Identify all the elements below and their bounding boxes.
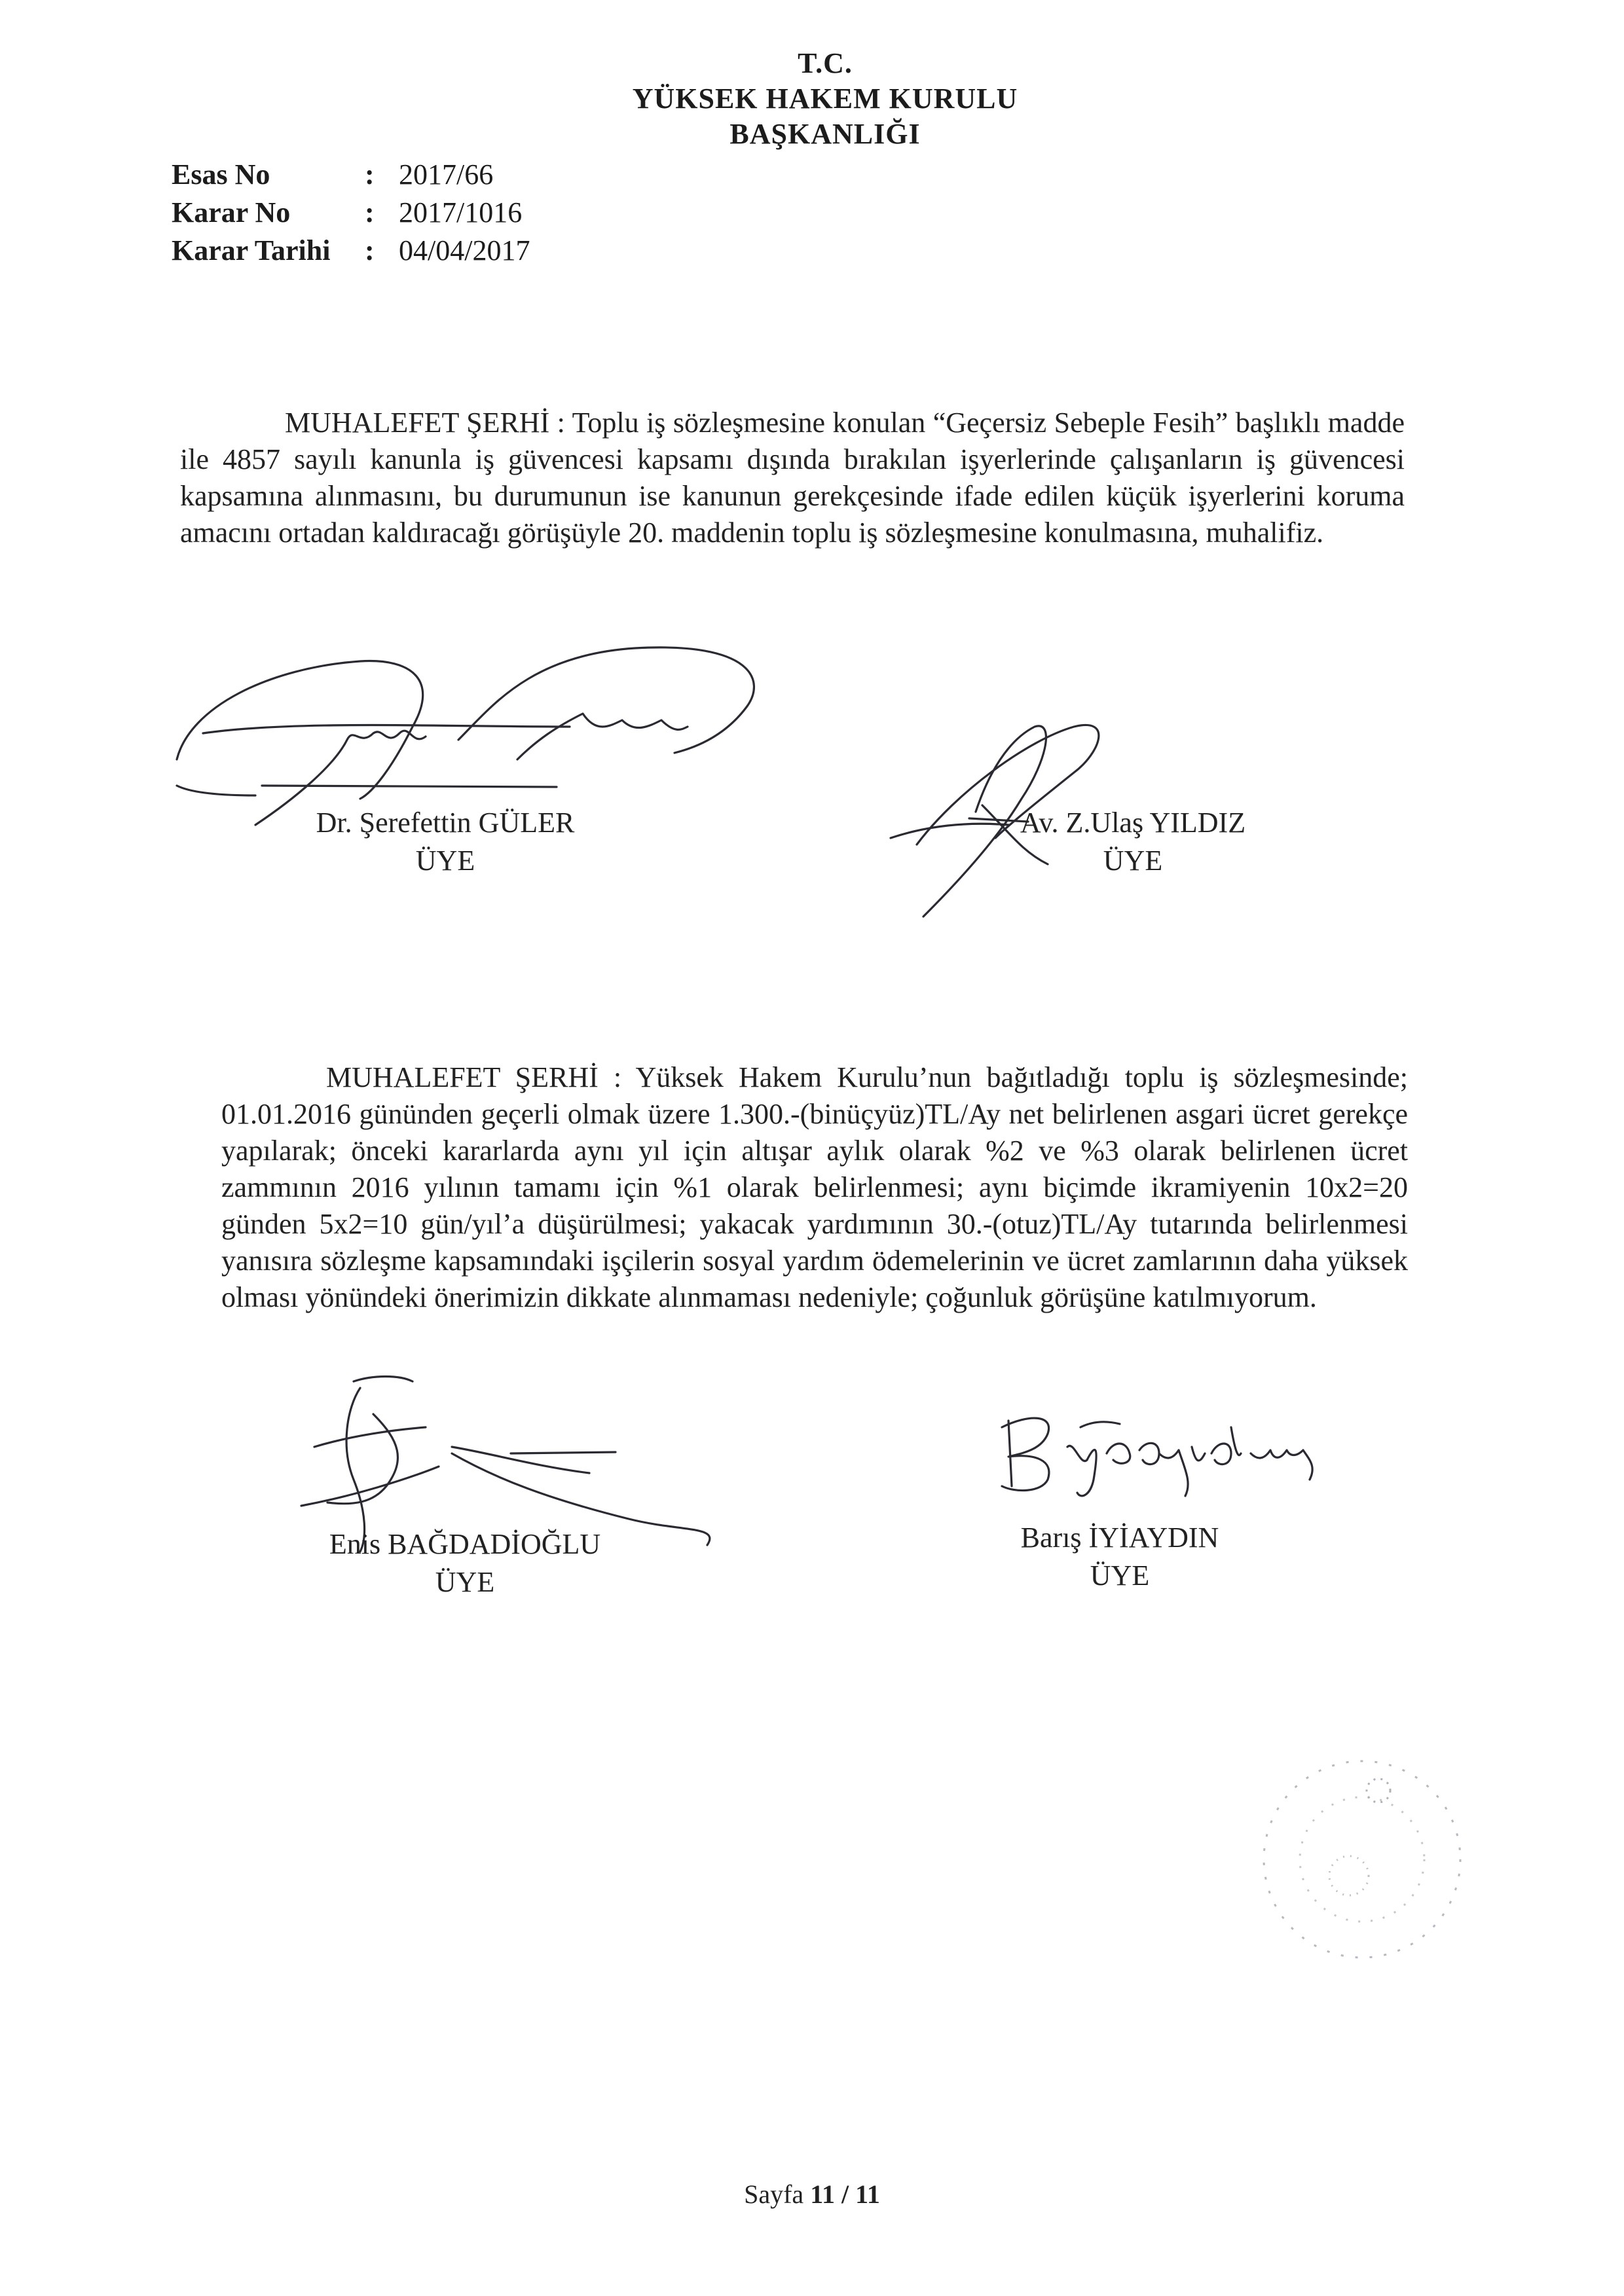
karar-colon: : (365, 196, 375, 228)
footer-page-number: 11 / 11 (810, 2179, 880, 2209)
esas-label: Esas No (172, 158, 270, 191)
signatory-guler-role: ÜYE (415, 845, 475, 877)
dissent-paragraph-1 (180, 405, 1405, 551)
header-institution: YÜKSEK HAKEM KURULU (632, 82, 1018, 115)
signatory-yildiz-role: ÜYE (1103, 845, 1163, 877)
karar-value: 2017/1016 (399, 196, 523, 228)
signatory-iyiaydin-name: Barış İYİAYDIN (1020, 1522, 1219, 1554)
karar-label: Karar No (172, 196, 291, 228)
page-footer (0, 2179, 1624, 2210)
esas-colon: : (365, 158, 375, 191)
signatory-bagdadioglu-name: Enis BAĞDADİOĞLU (329, 1528, 601, 1560)
signatory-iyiaydin (976, 1519, 1264, 1595)
tarih-colon: : (365, 234, 375, 266)
signatory-iyiaydin-role: ÜYE (1090, 1559, 1150, 1592)
signatory-guler-name: Dr. Şerefettin GÜLER (316, 807, 575, 839)
signatory-yildiz (989, 804, 1277, 880)
footer-prefix: Sayfa (744, 2179, 811, 2209)
header-presidency: BAŞKANLIĞI (729, 118, 921, 150)
dissent-text-1: MUHALEFET ŞERHİ : Toplu iş sözleşmesine konulan “Geçersiz Sebeple Fesih” başlıklı madde ile 4857 sayılı kanunla iş güvencesi kapsamı dışında bırakılan işyerlerinde çalışanların iş güvencesi kapsamına alınmasını, bu durumunun ise kanunun gerekçesinde ifade edilen küçük işyerlerini koruma amacını ortadan kaldıracağı görüşüyle 20. maddenin toplu iş sözleşmesine konulmasına, muhalifiz. (180, 407, 1405, 549)
signatory-bagdadioglu (282, 1525, 648, 1601)
official-seal-stamp (1231, 1728, 1493, 1990)
header-tc: T.C. (798, 47, 853, 79)
signatory-bagdadioglu-role: ÜYE (435, 1566, 495, 1598)
tarih-value: 04/04/2017 (399, 234, 530, 266)
signature-iyiaydin-drawing (982, 1388, 1349, 1506)
dissent-text-2: MUHALEFET ŞERHİ : Yüksek Hakem Kurulu’nun bağıtladığı toplu iş sözleşmesinde; 01.01.2016 gününden geçerli olmak üzere 1.300.-(binüçyüz)TL/Ay net belirlenen asgari ücret gerekçe yapılarak; önceki kararlarda aynı yıl için altışar aylık olarak %2 ve %3 olarak belirlenen ücret zammının 2016 yılının tamamı için %1 olarak belirlenmesi; aynı biçimde ikramiyenin 10x2=20 günden 5x2=10 gün/yıl’a düşürülmesi; yakacak yardımının 30.-(otuz)TL/Ay tutarında belirlenmesi yanısıra sözleşme kapsamındaki işçilerin sosyal yardım ödemelerinin ve ücret zamlarının daha yüksek olması yönündeki önerimizin dikkate alınmaması nedeniyle; çoğunluk görüşüne katılmıyorum. (221, 1061, 1408, 1313)
signatory-guler (275, 804, 616, 880)
tarih-label: Karar Tarihi (172, 234, 331, 266)
karar-row (172, 194, 530, 232)
esas-row (172, 156, 530, 194)
signatory-yildiz-name: Av. Z.Ulaş YILDIZ (1020, 807, 1246, 839)
tarih-row (172, 232, 530, 270)
esas-value: 2017/66 (399, 158, 494, 191)
case-metadata (172, 156, 530, 270)
dissent-paragraph-2 (221, 1059, 1408, 1316)
document-header (0, 46, 1624, 152)
signature-guler-drawing (164, 629, 819, 825)
